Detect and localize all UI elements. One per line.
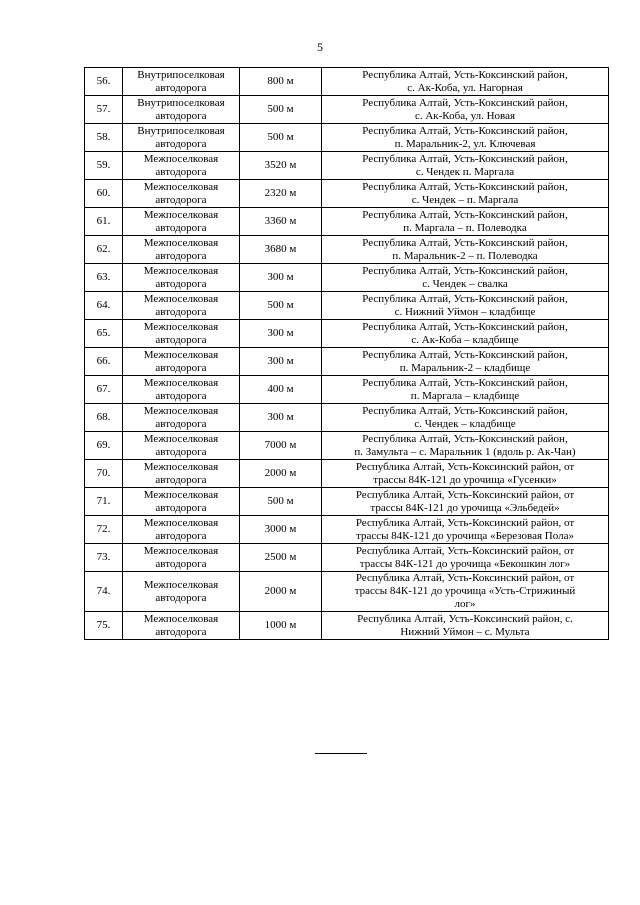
table-row <box>85 488 609 516</box>
row-number: 67. <box>85 376 123 404</box>
road-location <box>322 292 609 320</box>
table-row <box>85 572 609 612</box>
road-type-line: Межпоселковая <box>143 488 219 501</box>
road-type-line: Межпоселковая <box>143 460 219 473</box>
road-length: 500 м <box>240 124 322 152</box>
road-type-line: автодорога <box>155 417 207 430</box>
road-type-line: Межпоселковая <box>143 578 219 591</box>
road-type <box>123 460 240 488</box>
table-row <box>85 348 609 376</box>
roads-table <box>84 67 609 640</box>
table-row <box>85 152 609 180</box>
road-type-line: автодорога <box>155 333 207 346</box>
road-type <box>123 124 240 152</box>
road-location-line: Республика Алтай, Усть-Коксинский район, от <box>355 460 575 473</box>
road-location <box>322 208 609 236</box>
road-location <box>322 180 609 208</box>
road-length: 3520 м <box>240 152 322 180</box>
road-type <box>123 544 240 572</box>
road-location-line: с. Ак-Коба, ул. Новая <box>414 109 516 122</box>
road-type <box>123 516 240 544</box>
page-number: 5 <box>317 40 323 54</box>
road-location-line: Республика Алтай, Усть-Коксинский район, от <box>355 516 575 529</box>
road-type-line: автодорога <box>155 445 207 458</box>
road-length: 2000 м <box>240 460 322 488</box>
road-location <box>322 236 609 264</box>
table-row <box>85 404 609 432</box>
row-number: 61. <box>85 208 123 236</box>
table-row <box>85 292 609 320</box>
road-type <box>123 348 240 376</box>
road-type-line: Межпоселковая <box>143 180 219 193</box>
road-type-line: Межпоселковая <box>143 320 219 333</box>
road-type <box>123 612 240 640</box>
road-length: 300 м <box>240 404 322 432</box>
road-type-line: Межпоселковая <box>143 292 219 305</box>
road-location <box>322 348 609 376</box>
road-location-line: трассы 84К-121 до урочища «Эльбедей» <box>370 501 560 514</box>
road-location-line: трассы 84К-121 до урочища «Усть-Стрижиный <box>354 585 576 597</box>
road-location <box>322 404 609 432</box>
road-type <box>123 432 240 460</box>
road-type <box>123 68 240 96</box>
road-type <box>123 376 240 404</box>
road-location-line: Республика Алтай, Усть-Коксинский район, <box>362 432 568 445</box>
road-location-line: Республика Алтай, Усть-Коксинский район, <box>362 208 568 221</box>
road-type-line: Межпоселковая <box>143 208 219 221</box>
road-location-line: лог» <box>454 598 476 610</box>
road-location <box>322 68 609 96</box>
road-location-line: Республика Алтай, Усть-Коксинский район, <box>362 320 568 333</box>
table-row <box>85 124 609 152</box>
road-type-line: Межпоселковая <box>143 432 219 445</box>
road-location-line: трассы 84К-121 до урочища «Гусенки» <box>373 473 557 486</box>
road-location-line: с. Ак-Коба – кладбище <box>411 333 519 346</box>
road-type-line: автодорога <box>155 81 207 94</box>
road-location <box>322 488 609 516</box>
road-type-line: автодорога <box>155 109 207 122</box>
road-location-line: Республика Алтай, Усть-Коксинский район, <box>362 348 568 361</box>
road-location-line: Республика Алтай, Усть-Коксинский район, от <box>355 544 575 557</box>
road-location-line: Республика Алтай, Усть-Коксинский район, <box>362 124 568 137</box>
row-number: 57. <box>85 96 123 124</box>
road-location-line: с. Ак-Коба, ул. Нагорная <box>407 81 523 94</box>
road-location-line: Республика Алтай, Усть-Коксинский район, <box>362 152 568 165</box>
table-row <box>85 432 609 460</box>
road-length: 3680 м <box>240 236 322 264</box>
row-number: 73. <box>85 544 123 572</box>
road-type <box>123 488 240 516</box>
road-location-line: п. Маргала – кладбище <box>410 389 520 402</box>
road-location-line: п. Маргала – п. Полеводка <box>403 221 527 234</box>
road-location-line: с. Чендек – п. Маргала <box>411 193 519 206</box>
table-row <box>85 516 609 544</box>
road-length: 300 м <box>240 264 322 292</box>
row-number: 63. <box>85 264 123 292</box>
road-type-line: автодорога <box>155 165 207 178</box>
table-row <box>85 320 609 348</box>
road-location-line: Республика Алтай, Усть-Коксинский район, <box>362 404 568 417</box>
road-location-line: п. Маральник-2 – п. Полеводка <box>392 249 538 262</box>
road-location-line: Республика Алтай, Усть-Коксинский район, <box>362 376 568 389</box>
road-type-line: Межпоселковая <box>143 348 219 361</box>
road-location-line: Республика Алтай, Усть-Коксинский район, с. <box>357 612 573 625</box>
road-type <box>123 320 240 348</box>
road-length: 1000 м <box>240 612 322 640</box>
road-type-line: автодорога <box>155 361 207 374</box>
road-type-line: Внутрипоселковая <box>137 96 225 109</box>
table-row <box>85 612 609 640</box>
road-length: 500 м <box>240 488 322 516</box>
road-type-line: Межпоселковая <box>143 264 219 277</box>
road-location-line: Республика Алтай, Усть-Коксинский район, <box>362 292 568 305</box>
road-location-line: п. Маральник-2, ул. Ключевая <box>394 137 536 150</box>
road-location-line: трассы 84К-121 до урочища «Бекошкин лог» <box>359 557 571 570</box>
road-location <box>322 320 609 348</box>
roads-table-body <box>85 68 609 640</box>
road-location <box>322 460 609 488</box>
road-location-line: п. Маральник-2 – кладбище <box>399 361 531 374</box>
road-type-line: Межпоселковая <box>143 376 219 389</box>
road-type-line: автодорога <box>155 529 207 542</box>
road-length: 500 м <box>240 96 322 124</box>
road-location <box>322 264 609 292</box>
road-location <box>322 572 609 612</box>
road-type-line: автодорога <box>155 137 207 150</box>
road-length: 300 м <box>240 348 322 376</box>
table-row <box>85 208 609 236</box>
road-type <box>123 180 240 208</box>
row-number: 74. <box>85 572 123 612</box>
table-row <box>85 264 609 292</box>
road-type-line: Межпоселковая <box>143 516 219 529</box>
road-type <box>123 208 240 236</box>
road-type-line: автодорога <box>155 221 207 234</box>
road-type-line: автодорога <box>155 249 207 262</box>
road-location-line: Республика Алтай, Усть-Коксинский район, <box>362 180 568 193</box>
road-type-line: Внутрипоселковая <box>137 124 225 137</box>
row-number: 64. <box>85 292 123 320</box>
road-type-line: автодорога <box>155 473 207 486</box>
road-type <box>123 264 240 292</box>
road-length: 2000 м <box>240 572 322 612</box>
row-number: 65. <box>85 320 123 348</box>
road-type-line: Межпоселковая <box>143 236 219 249</box>
road-type <box>123 152 240 180</box>
road-type-line: Внутрипоселковая <box>137 68 225 81</box>
road-type-line: автодорога <box>155 305 207 318</box>
road-location-line: Республика Алтай, Усть-Коксинский район, <box>362 236 568 249</box>
road-type-line: автодорога <box>155 501 207 514</box>
table-row <box>85 68 609 96</box>
road-location-line: Республика Алтай, Усть-Коксинский район, от <box>355 572 575 584</box>
road-type <box>123 96 240 124</box>
road-type-line: автодорога <box>155 591 207 604</box>
row-number: 75. <box>85 612 123 640</box>
row-number: 59. <box>85 152 123 180</box>
road-type-line: автодорога <box>155 277 207 290</box>
road-type-line: Межпоселковая <box>143 152 219 165</box>
road-type <box>123 292 240 320</box>
road-location-line: Республика Алтай, Усть-Коксинский район, <box>362 264 568 277</box>
row-number: 70. <box>85 460 123 488</box>
road-location <box>322 96 609 124</box>
road-type-line: автодорога <box>155 389 207 402</box>
road-location <box>322 612 609 640</box>
road-location <box>322 124 609 152</box>
road-location <box>322 516 609 544</box>
road-location-line: с. Чендек – кладбище <box>414 417 516 430</box>
row-number: 72. <box>85 516 123 544</box>
road-type-line: Межпоселковая <box>143 612 219 625</box>
road-type-line: автодорога <box>155 193 207 206</box>
road-type <box>123 572 240 612</box>
row-number: 58. <box>85 124 123 152</box>
table-row <box>85 180 609 208</box>
table-row <box>85 544 609 572</box>
road-location-line: с. Чендек п. Маргала <box>415 165 515 178</box>
road-length: 3000 м <box>240 516 322 544</box>
table-row <box>85 96 609 124</box>
row-number: 56. <box>85 68 123 96</box>
table-row <box>85 460 609 488</box>
row-number: 68. <box>85 404 123 432</box>
road-location-line: Республика Алтай, Усть-Коксинский район, от <box>355 488 575 501</box>
road-location-line: Республика Алтай, Усть-Коксинский район, <box>362 68 568 81</box>
road-location-line: Нижний Уймон – с. Мульта <box>400 625 530 638</box>
road-location-line: трассы 84К-121 до урочища «Березовая Пола» <box>356 529 574 542</box>
table-row <box>85 236 609 264</box>
end-divider <box>315 753 367 754</box>
road-type-line: автодорога <box>155 625 207 638</box>
road-location-line: с. Чендек – свалка <box>422 277 508 290</box>
road-length: 800 м <box>240 68 322 96</box>
row-number: 71. <box>85 488 123 516</box>
road-location <box>322 432 609 460</box>
road-length: 400 м <box>240 376 322 404</box>
road-type <box>123 236 240 264</box>
road-length: 3360 м <box>240 208 322 236</box>
road-location <box>322 152 609 180</box>
table-row <box>85 376 609 404</box>
road-type-line: Межпоселковая <box>143 544 219 557</box>
road-location <box>322 544 609 572</box>
road-location <box>322 376 609 404</box>
road-location-line: Республика Алтай, Усть-Коксинский район, <box>362 96 568 109</box>
row-number: 69. <box>85 432 123 460</box>
row-number: 62. <box>85 236 123 264</box>
road-type-line: автодорога <box>155 557 207 570</box>
road-location-line: п. Замульта – с. Маральник 1 (вдоль р. Ак-Чан) <box>354 445 576 458</box>
row-number: 60. <box>85 180 123 208</box>
road-type <box>123 404 240 432</box>
road-length: 2500 м <box>240 544 322 572</box>
road-length: 300 м <box>240 320 322 348</box>
road-length: 500 м <box>240 292 322 320</box>
road-location-line: с. Нижний Уймон – кладбище <box>394 305 536 318</box>
row-number: 66. <box>85 348 123 376</box>
road-length: 2320 м <box>240 180 322 208</box>
road-length: 7000 м <box>240 432 322 460</box>
road-type-line: Межпоселковая <box>143 404 219 417</box>
